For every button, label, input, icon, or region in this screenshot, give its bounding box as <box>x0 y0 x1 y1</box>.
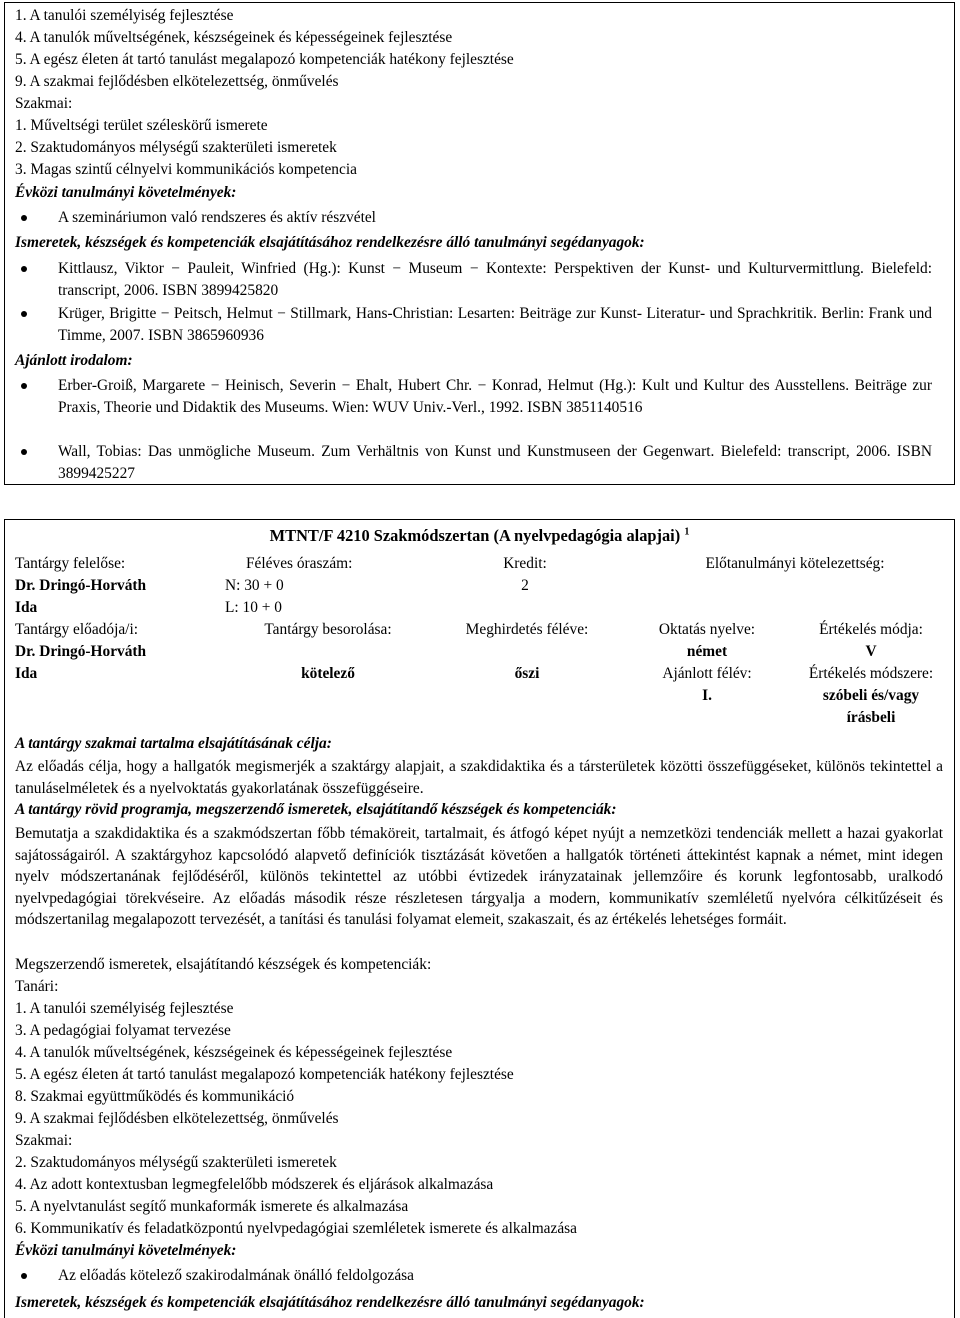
materials-heading: Ismeretek, készségek és kompetenciák elsajátításához rendelkezésre álló tanulmányi segédanyagok: <box>15 1294 645 1311</box>
competency-line: 3. Magas szintű célnyelvi kommunikációs kompetencia <box>15 161 357 178</box>
requirements-heading: Évközi tanulmányi követelmények: <box>15 184 237 201</box>
evaluation-method-label: Értékelés módszere: <box>808 665 934 682</box>
competency-line: 9. A szakmai fejlődésben elkötelezettség, önművelés <box>15 1110 339 1127</box>
bullet-icon <box>21 449 27 455</box>
footnote-marker: 1 <box>684 526 690 538</box>
competency-line: 9. A szakmai fejlődésben elkötelezettség, önművelés <box>15 73 339 90</box>
classification-label: Tantárgy besorolása: <box>264 621 392 638</box>
semester-label: Meghirdetés féléve: <box>465 621 589 638</box>
competency-line: 4. Az adott kontextusban legmegfelelőbb módszerek és eljárások alkalmazása <box>15 1176 494 1193</box>
competency-line: 6. Kommunikatív és feladatközpontú nyelvpedagógiai szemléletek ismerete és alkalmazása <box>15 1220 577 1237</box>
credit-label: Kredit: <box>503 555 547 572</box>
competency-line: 1. A tanulói személyiség fejlesztése <box>15 1000 234 1017</box>
course-title: MTNT/F 4210 Szakmódszertan (A nyelvpedagógia alapjai) $^1$ <box>269 526 690 545</box>
bullet-icon <box>21 215 27 221</box>
lecturer-name: Ida <box>15 665 38 682</box>
semester-value: őszi <box>514 665 540 682</box>
recommended-semester-value: I. <box>702 687 712 704</box>
literature-item: Wall, Tobias: Das unmögliche Museum. Zum Verhältnis von Kunst und Kunstmuseen der Gegenwart. Bielefeld: transcript, 2006. ISBN 3899425227 <box>58 443 932 482</box>
competency-line: 5. A nyelvtanulást segítő munkaformák ismerete és alkalmazása <box>15 1198 409 1215</box>
requirement-item: A szemináriumon való rendszeres és aktív részvétel <box>58 209 376 226</box>
material-item: Krüger, Brigitte − Peitsch, Helmut − Stillmark, Hans-Christian: Lesarten: Beiträge zur Kunst- Literatur- und Sprachkritik. Berlin: Frank und Timme, 2007. ISBN 3865960936 <box>58 305 932 344</box>
competency-line: 2. Szaktudományos mélységű szakterületi ismeretek <box>15 139 337 156</box>
competency-line: 3. A pedagógiai folyamat tervezése <box>15 1022 231 1039</box>
material-item: Kittlausz, Viktor − Pauleit, Winfried (Hg.): Kunst − Museum − Kontexte: Perspektiven der Kunst- und Kulturvermittlung. Bielefeld: transcript, 2006. ISBN 3899425820 <box>58 260 932 299</box>
language-value: német <box>686 643 728 660</box>
evaluation-method-value: írásbeli <box>846 709 896 726</box>
materials-heading: Ismeretek, készségek és kompetenciák elsajátításához rendelkezésre álló tanulmányi segédanyagok: <box>15 234 645 251</box>
competency-line: 2. Szaktudományos mélységű szakterületi ismeretek <box>15 1154 337 1171</box>
hours-l: L: 10 + 0 <box>225 599 282 616</box>
competency-line: 4. A tanulók műveltségének, készségeinek és képességeinek fejlesztése <box>15 29 453 46</box>
bullet-icon <box>21 383 27 389</box>
competency-line: 1. A tanulói személyiség fejlesztése <box>15 7 234 24</box>
evaluation-label: Értékelés módja: <box>819 621 923 638</box>
hours-label: Féléves óraszám: <box>246 555 353 572</box>
responsible-name: Dr. Dringó-Horváth <box>15 577 147 594</box>
goal-text: Az előadás célja, hogy a hallgatók megismerjék a szaktárgy alapjait, a szakdidaktika és a társterületek közötti összefüggéseket, különös tekintettel a tanuláselméletek és a nyelvoktatás gyakorlatának összefüggéseire. <box>15 758 943 797</box>
goal-heading: A tantárgy szakmai tartalma elsajátításának célja: <box>15 735 332 752</box>
lecturer-label: Tantárgy előadója/i: <box>15 621 139 638</box>
program-text: Bemutatja a szakdidaktika és a szakmódszertan főbb témaköreit, tartalmait, és átfogó képet nyújt a nemzetközi tendenciák mellett a hazai gyakorlat sajátosságairól. A szaktárgyhoz kapcsolódó alapvető definíciók tisztázását követően a hallgatók történeti áttekintést kapnak a német, mint idegen nyelv módszertanának fejlődéséről, különös tekintettel az utóbbi évtizedek irányzatainak jellemzőire és korunk legfontosabb, uralkodó nyelvpedagógiai törekvéseire. Az előadás második része részletesen tárgyalja a modern, kommunikatív szemléletű nyelvóra célkitűzéseit és módszertanilag megalapozott tervezését, a tanítási és tanulási folyamat elemeit, szakaszait, és az értékelés lehetséges formáit. <box>15 825 943 929</box>
competency-group-label: Tanári: <box>15 978 59 995</box>
language-label: Oktatás nyelve: <box>658 621 756 638</box>
competency-group-label: Szakmai: <box>15 1132 73 1149</box>
program-heading: A tantárgy rövid programja, megszerzendő ismeretek, elsajátítandő készségek és kompetenciák: <box>15 801 617 818</box>
credit-value: 2 <box>521 577 529 594</box>
evaluation-method-value: szóbeli és/vagy <box>822 687 920 704</box>
bullet-icon <box>21 1273 27 1279</box>
literature-item: Erber-Groiß, Margarete − Heinisch, Severin − Ehalt, Hubert Chr. − Konrad, Helmut (Hg.): Kult und Kultur des Ausstellens. Beiträge zur Praxis, Theorie und Didaktik des Museums. Wien: WUV Univ.-Verl., 1992. ISBN 3851140516 <box>58 377 932 416</box>
competency-line: 8. Szakmai együttműködés és kommunikáció <box>15 1088 295 1105</box>
competency-line: 4. A tanulók műveltségének, készségeinek és képességeinek fejlesztése <box>15 1044 453 1061</box>
requirement-item: Az előadás kötelező szakirodalmának önálló feldolgozása <box>58 1267 414 1284</box>
hours-n: N: 30 + 0 <box>225 577 284 594</box>
bullet-icon <box>21 311 27 317</box>
prerequisite-label: Előtanulmányi kötelezettség: <box>705 555 885 572</box>
bullet-icon <box>21 266 27 272</box>
competencies-heading: Megszerzendő ismeretek, elsajátítandó készségek és kompetenciák: <box>15 956 432 973</box>
requirements-heading: Évközi tanulmányi követelmények: <box>15 1242 237 1259</box>
lecturer-name: Dr. Dringó-Horváth <box>15 643 147 660</box>
literature-heading: Ajánlott irodalom: <box>15 352 133 369</box>
course-block-mtnt-f-4210 <box>4 519 955 1318</box>
responsible-label: Tantárgy felelőse: <box>15 555 126 572</box>
competency-line: 5. A egész életen át tartó tanulást megalapozó kompetenciák hatékony fejlesztése <box>15 51 514 68</box>
recommended-semester-label: Ajánlott félév: <box>662 665 752 682</box>
competency-group-label: Szakmai: <box>15 95 73 112</box>
responsible-name: Ida <box>15 599 38 616</box>
competency-line: 5. A egész életen át tartó tanulást megalapozó kompetenciák hatékony fejlesztése <box>15 1066 514 1083</box>
evaluation-value: V <box>865 643 877 660</box>
classification-value: kötelező <box>301 665 355 682</box>
competency-line: 1. Műveltségi terület széleskörű ismerete <box>15 117 268 134</box>
course-block-previous <box>4 2 955 485</box>
